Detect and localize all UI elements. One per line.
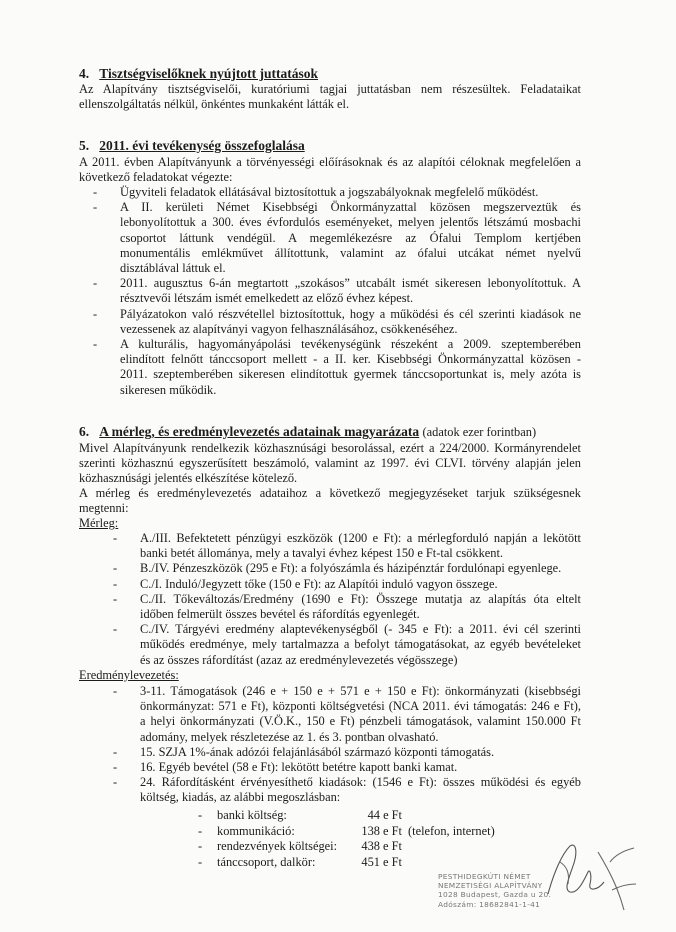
merleg-item-line: időben felmerült összes bevétel és ráfordítás egyenlegét. [140,607,420,621]
section-5-item-line: 2011. augusztus 6-án megtartott „szokásos” utcabált ismét sikeresen lebonyolítottuk. A [120,276,581,291]
section-5-intro-2: következő feladatokat végezte: [79,170,233,184]
eredmeny-item-line: a helyi önkormányzati (V.Ö.K., 150 e Ft) pénzbeli támogatások, valamint 150.000 Ft [140,714,581,729]
stamp-line-1: PESTHIDEGKÚTI NÉMET [438,872,531,881]
section-5-heading [79,138,305,154]
section-5-bullet-dash: - [93,200,98,215]
section-6-para-1: Mivel Alapítványunk rendelkezik közhasznúsági besorolással, ezért a 224/2000. Kormányrendelet [79,441,581,455]
eredmeny-item-line: önkormányzat: 571 e Ft), központi költségvetési (NCA 2011. évi támogatás: 246 e Ft), [140,699,581,714]
section-5-item-line: résztvevői létszám ismét emelkedett az előző évhez képest. [120,291,414,306]
section-5-item-line: elindított felnőtt tánccsoport mellett - a II. ker. Kisebbségi Önkormányzattal közösen - [120,352,581,367]
cost-label: banki költség: [217,808,287,822]
section-5-item-line: 2011. szeptemberében sikeresen elindítottuk gyermek tánccsoportunkat is, mely azóta is [120,367,581,382]
cost-dash: - [198,839,203,853]
cost-amount: 438 e Ft [361,839,402,853]
merleg-item-line: működés eredménye, mely tartalmazza a befolyt támogatásokat, az egyéb bevételeket [140,637,581,652]
eredmeny-item-line: 24. Ráfordításként érvényesíthető kiadások: (1546 e Ft): összes működési és egyéb [140,775,581,790]
merleg-item-line: B./IV. Pénzeszközök (295 e Ft): a folyószámla és házipénztár fordulónapi egyenlege. [140,561,562,576]
cost-amount: 138 e Ft [361,823,402,838]
section-6-para-4: A mérleg és eredménylevezetés adataihoz a következő megjegyzéseket tarjuk szükségesnek [79,486,581,500]
merleg-bullet-dash: - [113,622,118,637]
merleg-item-line: és az összes ráfordítást (azaz az eredménylevezetés végösszege) [140,652,458,667]
section-4-line-2: ellenszolgáltatás nélkül, önkéntes munkaként látták el. [79,97,350,111]
merleg-item-line: A./III. Befektetett pénzügyi eszközök (1200 e Ft): a mérlegforduló napján a lekötött [140,531,581,545]
section-6-para-3: közhasznúsági jelentés elkészítése kötelező. [79,471,298,485]
cost-amount: 451 e Ft [361,854,402,869]
eredmeny-item-line: adomány, melyek részletezése az 1. és 3. pontban olvasható. [140,729,439,744]
organization-stamp [438,872,562,909]
section-5-item-line: monumentális emlékművet állítottunk, valamint az ófalui utcákat német nyelvű [120,245,581,260]
cost-dash: - [198,854,203,869]
cost-dash: - [198,808,203,822]
merleg-item-line: C./I. Induló/Jegyzett tőke (150 e Ft): az Alapítói induló vagyon összege. [140,576,498,591]
eredmeny-bullet-dash: - [113,744,118,759]
section-5-item-line: sikeresen működik. [120,382,217,397]
cost-dash: - [198,823,203,838]
section-6-title: A mérleg, és eredménylevezetés adatainak magyarázata [99,424,420,439]
stamp-line-2: NEMZETISÉGI ALAPÍTVÁNY [438,881,543,891]
merleg-label: Mérleg: [79,516,119,530]
section-4-line-1: Az Alapítvány tisztségviselői, kuratóriumi tagjai juttatásban nem részesültek. Feladataikat [79,82,581,96]
cost-amount: 44 e Ft [367,808,402,822]
section-5-bullet-dash: - [93,306,98,321]
section-6-para-5: megtenni: [79,501,129,515]
section-5-item-line: vezessenek az alapítványi vagyon felhasználásához, csökkenéséhez. [120,321,458,336]
section-5-number: 5. [79,138,90,153]
section-5-item-line: csoportot láttunk vendégül. A megemlékezésre az Ófalui Templom kertjében [120,230,581,245]
section-5-item-line: A II. kerületi Német Kisebbségi Önkormányzattal közösen megszerveztük és [120,200,581,215]
stamp-line-3: 1028 Budapest, Gazda u 20. [438,890,552,900]
merleg-item-line: C./II. Tőkeváltozás/Eredmény (1690 e Ft): Összege mutatja az alapítás óta eltelt [140,591,581,606]
merleg-item-line: C./IV. Tárgyévi eredmény alaptevékenységből (- 345 e Ft): a 2011. évi cél szerinti [140,622,581,637]
section-5-bullet-dash: - [93,337,98,351]
section-6-title-note: (adatok ezer forintban) [422,425,537,439]
eredmeny-bullet-dash: - [113,684,118,698]
eredmeny-item-line: 15. SZJA 1%-ának adózói felajánlásából származó központi támogatás. [140,744,495,759]
merleg-bullet-dash: - [113,591,118,606]
cost-label: tánccsoport, dalkör: [217,854,316,869]
section-6-para-2: szerinti közhasznú egyszerűsített beszámoló, valamint az 1997. évi CLVI. törvény alapján jelen [79,456,581,470]
cost-label: kommunikáció: [217,823,295,838]
section-5-item-line: lebonyolítottuk a 300. éves évfordulós eseményeket, melyen jelentős létszámú mosbachi [120,215,581,230]
section-4-number: 4. [79,66,90,81]
eredmeny-item-line: 3-11. Támogatások (246 e + 150 e + 571 e + 150 e Ft): önkormányzati (kisebbségi [140,684,581,698]
cost-label: rendezvények költségei: [217,839,338,853]
section-5-item-line: Pályázatokon való részvétellel biztosítottuk, hogy a működési és cél szerinti kiadások ne [120,306,581,321]
section-5-bullet-dash: - [93,185,98,199]
merleg-bullet-dash: - [113,576,118,591]
section-5-item-line: Ügyviteli feladatok ellátásával biztosítottuk a jogszabályoknak megfelelő működést. [120,185,539,199]
section-5-item-line: disztáblával láttuk el. [120,261,226,275]
eredmeny-label: Eredménylevezetés: [79,668,179,682]
section-6-heading [79,424,536,440]
section-5-item-line: A kulturális, hagyományápolási tevékenységünk részeként a 2009. szeptemberében [120,337,581,351]
cost-note: (telefon, internet) [408,823,495,838]
section-5-intro-1: A 2011. évben Alapítványunk a törvényességi előírásoknak és az alapítói céloknak megfelelően a [79,155,581,169]
merleg-bullet-dash: - [113,531,118,545]
eredmeny-bullet-dash: - [113,775,118,790]
section-4-heading [79,66,318,82]
section-5-title: 2011. évi tevékenység összefoglalása [99,138,305,153]
eredmeny-bullet-dash: - [113,760,118,774]
merleg-item-line: banki betét állománya, mely a tavalyi évhez képest 150 e Ft-tal csökkent. [140,546,503,561]
stamp-line-4: Adószám: 18682841-1-41 [438,899,541,909]
section-4-title: Tisztségviselőknek nyújtott juttatások [99,66,319,81]
section-5-bullet-dash: - [93,276,98,291]
eredmeny-item-line: 16. Egyéb bevétel (58 e Ft): lekötött betétre kapott banki kamat. [140,760,458,774]
section-6-number: 6. [79,424,90,439]
eredmeny-item-line: költség, kiadás, az alábbi megoszlásban: [140,790,341,805]
merleg-bullet-dash: - [113,561,118,576]
